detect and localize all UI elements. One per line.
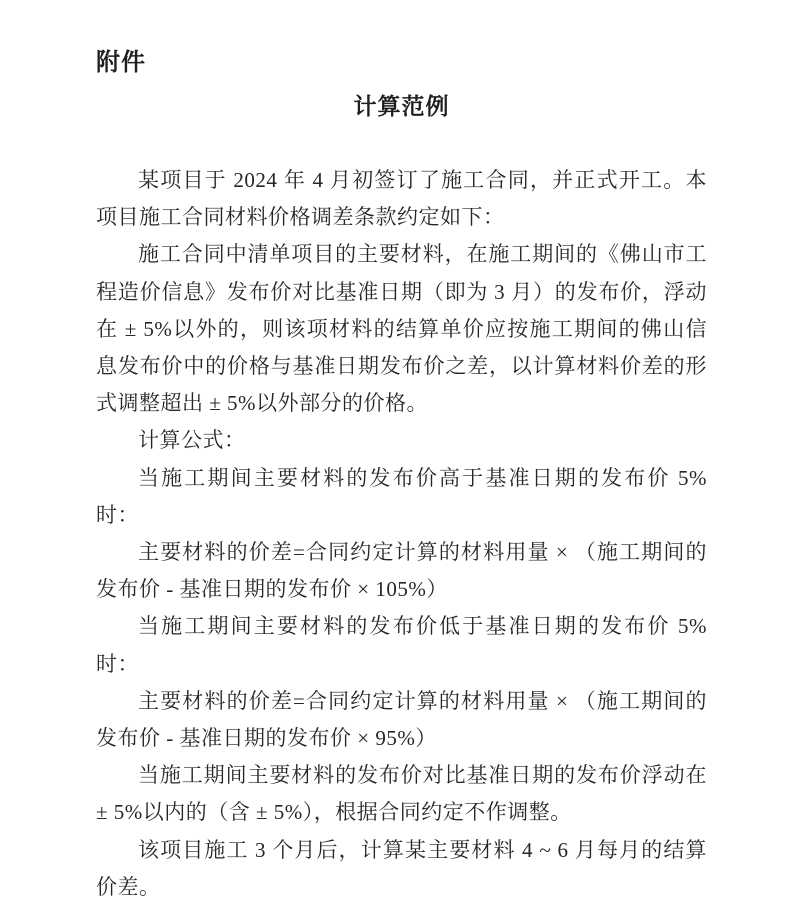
paragraph-task: 该项目施工 3 个月后，计算某主要材料 4 ~ 6 月每月的结算价差。 [96,837,707,899]
paragraph-formula-above: 主要材料的价差=合同约定计算的材料用量 × （施工期间的发布价 - 基准日期的发布价 × 105%） [96,540,707,602]
paragraph-condition-above: 当施工期间主要材料的发布价高于基准日期的发布价 5%时： [96,465,707,527]
paragraph-clause: 施工合同中清单项目的主要材料，在施工期间的《佛山市工程造价信息》发布价对比基准日期（即为 3 月）的发布价，浮动在 ± 5%以外的，则该项材料的结算单价应按施工期间的佛山信息发布价中的价格与基准日期发布价之差，以计算材料价差的形式调整超出 ± 5%以外部分的价格。 [96,242,707,416]
document-body [96,162,707,906]
document-title: 计算范例 [353,94,450,119]
paragraph-formula-below: 主要材料的价差=合同约定计算的材料用量 × （施工期间的发布价 - 基准日期的发布价 × 95%） [96,688,707,751]
paragraph-condition-below: 当施工期间主要材料的发布价低于基准日期的发布价 5%时： [96,614,707,676]
paragraph-formula-heading: 计算公式： [138,428,246,453]
paragraph-no-adjustment: 当施工期间主要材料的发布价对比基准日期的发布价浮动在 ± 5%以内的（含 ± 5%），根据合同约定不作调整。 [96,763,707,825]
attachment-label: 附件 [96,49,146,76]
paragraph-intro: 某项目于 2024 年 4 月初签订了施工合同，并正式开工。本项目施工合同材料价格调差条款约定如下： [96,168,707,230]
